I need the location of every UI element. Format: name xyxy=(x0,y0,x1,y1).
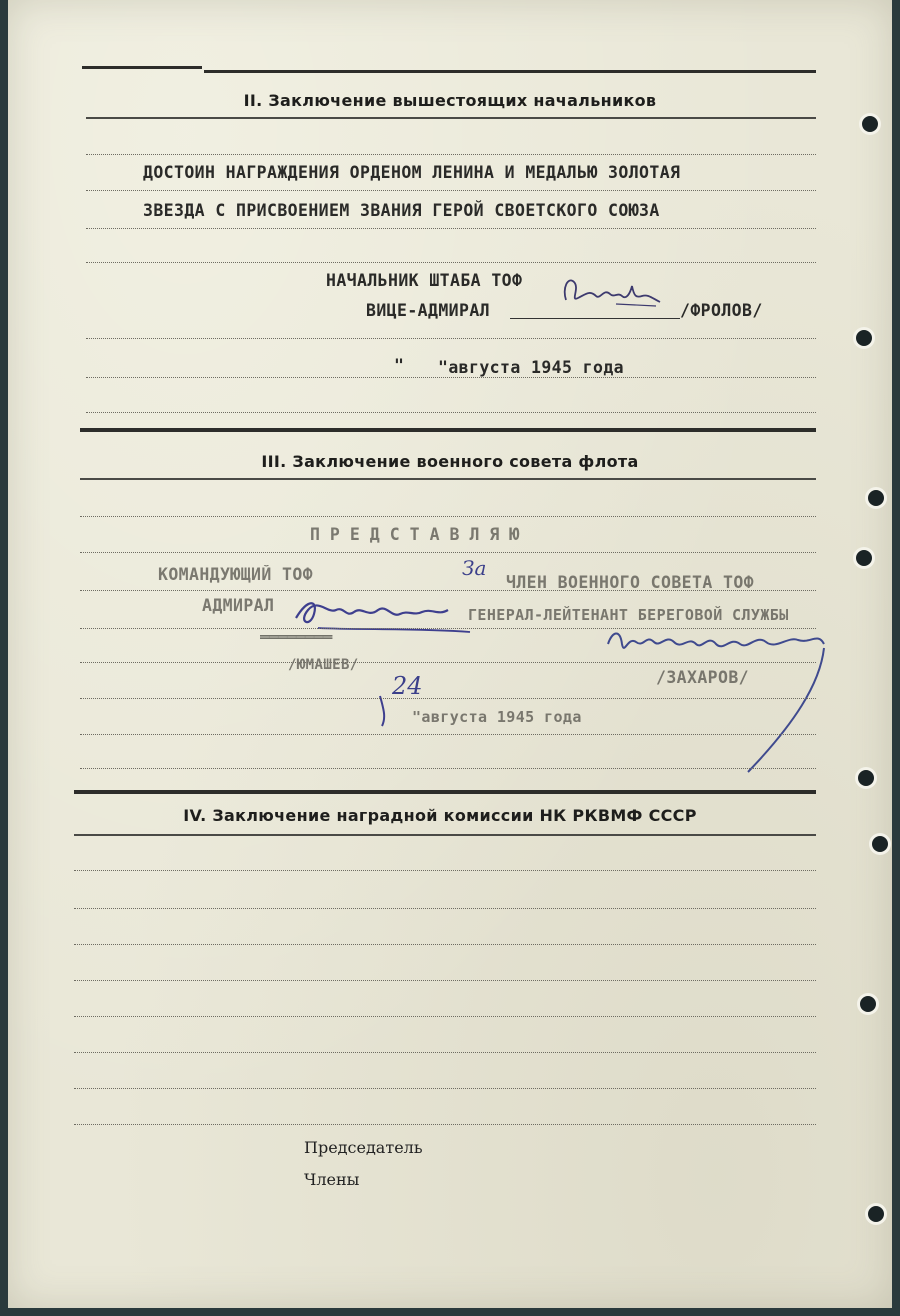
rule xyxy=(80,552,816,553)
zakharov-name: /ЗАХАРОВ/ xyxy=(656,668,750,687)
rule xyxy=(86,412,816,413)
document-page xyxy=(8,0,892,1308)
rule xyxy=(74,1052,816,1053)
chairman-label: Председатель xyxy=(304,1138,423,1157)
punch-hole xyxy=(856,550,872,566)
punch-hole xyxy=(868,1206,884,1222)
members-label: Члены xyxy=(304,1170,360,1189)
rule xyxy=(74,1016,816,1017)
rule xyxy=(86,228,816,229)
rule xyxy=(80,734,816,735)
handwritten-day: 24 xyxy=(392,672,423,700)
section-3-date: "августа 1945 года xyxy=(412,708,582,726)
commander-title: КОМАНДУЮЩИЙ ТОФ xyxy=(158,565,314,584)
punch-hole xyxy=(872,836,888,852)
section-2-heading: II. Заключение вышестоящих начальников xyxy=(243,91,657,110)
frolov-name: /ФРОЛОВ/ xyxy=(680,301,763,320)
frolov-signature xyxy=(556,268,676,318)
zakharov-signature xyxy=(598,614,838,784)
rule xyxy=(86,117,816,119)
section-4-rule xyxy=(74,790,816,794)
signature-line xyxy=(510,318,680,319)
rule xyxy=(86,262,816,263)
chief-of-staff-title: НАЧАЛЬНИК ШТАБА ТОФ xyxy=(326,271,523,290)
conclusion-line-2: ЗВЕЗДА С ПРИСВОЕНИЕМ ЗВАНИЯ ГЕРОЙ СВОЕТСКОГО СОЮЗА xyxy=(143,201,660,220)
rule xyxy=(80,478,816,480)
rule xyxy=(86,377,816,378)
rule xyxy=(80,516,816,517)
rule xyxy=(74,980,816,981)
rule xyxy=(86,154,816,155)
punch-hole xyxy=(856,330,872,346)
rule xyxy=(86,338,816,339)
section-4-heading: IV. Заключение наградной комиссии НК РКВМФ СССР xyxy=(183,806,697,825)
rule xyxy=(74,870,816,871)
conclusion-line-1: ДОСТОИН НАГРАЖДЕНИЯ ОРДЕНОМ ЛЕНИНА И МЕДАЛЬЮ ЗОЛОТАЯ xyxy=(143,163,681,182)
rule xyxy=(74,944,816,945)
admiral-rank: АДМИРАЛ xyxy=(202,596,275,615)
top-rule xyxy=(204,70,816,73)
handwritten-za: За xyxy=(462,556,487,580)
section-2-date: "августа 1945 года xyxy=(438,358,625,377)
date-open-quote: " xyxy=(394,356,405,375)
yumashev-strike: ‗‗‗‗‗‗‗‗ xyxy=(260,620,332,639)
section-3-rule xyxy=(80,428,816,432)
punch-hole xyxy=(858,770,874,786)
rule xyxy=(74,834,816,836)
rule xyxy=(80,662,816,663)
section-3-heading: III. Заключение военного совета флота xyxy=(261,452,639,471)
punch-hole xyxy=(862,116,878,132)
rule xyxy=(74,1124,816,1125)
top-rule xyxy=(82,66,202,69)
rule xyxy=(80,698,816,699)
rule xyxy=(80,768,816,769)
rule xyxy=(74,908,816,909)
vice-admiral-rank: ВИЦЕ-АДМИРАЛ xyxy=(366,301,491,320)
member-rank: ГЕНЕРАЛ-ЛЕЙТЕНАНТ БЕРЕГОВОЙ СЛУЖБЫ xyxy=(468,606,789,624)
punch-hole xyxy=(860,996,876,1012)
date-tick-mark xyxy=(370,690,410,730)
member-title: ЧЛЕН ВОЕННОГО СОВЕТА ТОФ xyxy=(506,573,755,592)
rule xyxy=(74,1088,816,1089)
represent-label: ПРЕДСТАВЛЯЮ xyxy=(310,525,530,544)
punch-hole xyxy=(868,490,884,506)
rule xyxy=(86,190,816,191)
yumashev-name: /ЮМАШЕВ/ xyxy=(288,657,359,673)
